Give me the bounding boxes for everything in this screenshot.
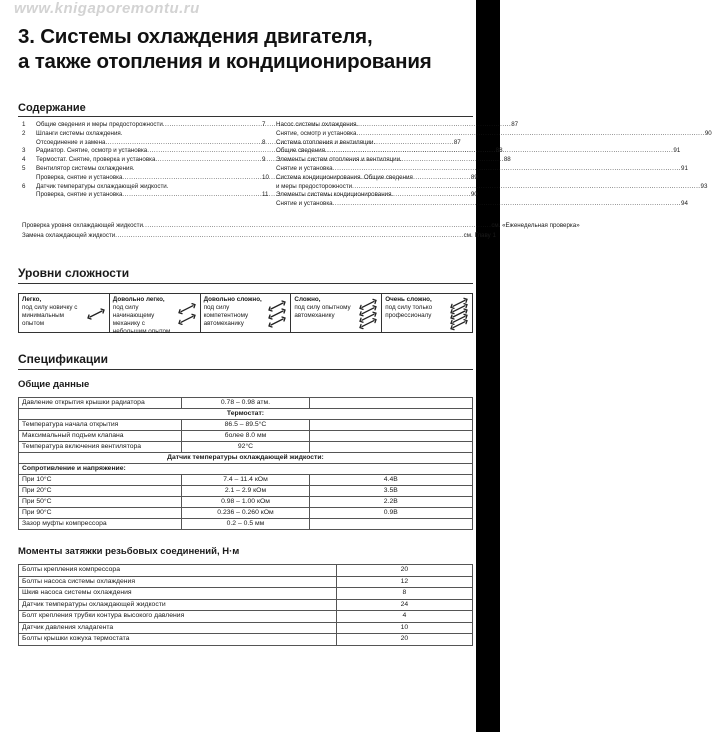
spec-empty-cell	[309, 420, 472, 431]
spec-empty-cell	[309, 519, 472, 530]
table-row	[19, 497, 473, 508]
toc-item-number: 11	[262, 191, 269, 199]
torque-heading: Моменты затяжки резьбовых соединений, Н·м	[18, 546, 240, 557]
table-row	[19, 464, 473, 475]
spec-label: Максимальный подъем клапана	[19, 431, 182, 442]
spec-label: При 20°C	[19, 486, 182, 497]
toc-line	[276, 165, 688, 174]
toc-reference-line	[22, 221, 580, 231]
torque-value: 20	[336, 634, 472, 646]
toc-line-text: Снятие, осмотр и установка	[276, 129, 357, 137]
torque-value: 24	[336, 599, 472, 611]
toc-line-text: Радиатор. Снятие, осмотр и установка	[36, 147, 148, 155]
difficulty-title: Довольно сложно,	[203, 296, 262, 303]
spec-value: 92°C	[182, 442, 309, 453]
torque-value: 10	[336, 622, 472, 634]
toc-item-body	[276, 121, 712, 139]
toc-line	[276, 183, 707, 192]
spec-voltage: 3.5В	[309, 486, 472, 497]
toc-line-text: Шланги системы охлаждения.	[36, 129, 123, 137]
difficulty-text: под силу новичку с минимальным опытом	[22, 304, 78, 327]
general-data-heading: Общие данные	[18, 379, 90, 390]
toc-leader-dots	[356, 130, 704, 139]
torque-label: Шкив насоса системы охлаждения	[19, 588, 337, 600]
difficulty-level	[19, 294, 110, 332]
spec-value: 0.78 – 0.98 атм.	[182, 398, 309, 409]
difficulty-text: под силу компетентному автомеханику	[203, 304, 249, 327]
toc-page-number: 88	[495, 147, 503, 155]
specs-divider	[18, 369, 473, 370]
difficulty-text: под силу опытному автомеханику	[294, 304, 351, 319]
toc-item-body	[276, 191, 688, 209]
toc-item-number: 9	[262, 156, 266, 164]
toc-line	[276, 130, 712, 139]
table-row	[19, 588, 473, 600]
toc-leader-dots	[115, 231, 463, 241]
torque-value: 20	[336, 565, 472, 577]
spec-value: более 8.0 мм	[182, 431, 309, 442]
difficulty-scale	[18, 293, 473, 333]
toc-line-text: Элементы систем отопления и вентиляции.	[276, 156, 402, 164]
toc-page-number: 89	[470, 173, 478, 181]
difficulty-description	[385, 296, 448, 332]
title-line-2: а также отопления и кондиционирования	[18, 50, 432, 73]
table-row	[19, 576, 473, 588]
toc-item-body	[276, 156, 688, 174]
toc-line	[276, 121, 712, 130]
difficulty-heading: Уровни сложности	[18, 266, 130, 280]
toc-leader-dots	[333, 200, 681, 209]
specs-heading: Спецификации	[18, 352, 109, 366]
wrench-icon	[176, 296, 198, 332]
sensor-subheading: Датчик температуры охлаждающей жидкости:	[19, 453, 473, 464]
toc-line	[276, 156, 688, 165]
toc-line-text: Снятие и установка	[276, 164, 333, 172]
resistance-subheading: Сопротивление и напряжение:	[19, 464, 473, 475]
toc-line-text: Вентилятор системы охлаждения.	[36, 164, 135, 172]
spec-label: Температура включения вентилятора	[19, 442, 182, 453]
wrench-icon	[266, 296, 288, 332]
toc-line-text: Отсоединение и замена	[36, 138, 106, 146]
difficulty-divider	[18, 283, 473, 284]
toc-item-body	[276, 174, 707, 192]
torque-value: 8	[336, 588, 472, 600]
toc-line	[276, 174, 707, 183]
toc-item	[262, 173, 708, 192]
toc-page-number: 91	[673, 147, 681, 155]
toc-line-text: Общие сведения	[276, 147, 325, 155]
watermark: www.knigaporemontu.ru	[14, 0, 200, 17]
toc-reference-target: см. «Еженедельная проверка»	[491, 222, 580, 229]
toc-item-number: 5	[22, 164, 26, 172]
toc-line-text: Проверка, снятие и установка	[36, 173, 123, 181]
toc-line	[276, 147, 680, 156]
toc-line-text: Насос системы охлаждения.	[276, 121, 359, 128]
toc-line-text: Термостат. Снятие, проверка и установка	[36, 156, 156, 164]
spec-label: При 90°C	[19, 508, 182, 519]
toc-extra-references	[22, 221, 580, 241]
table-row	[19, 508, 473, 519]
difficulty-title: Очень сложно,	[385, 296, 432, 303]
difficulty-title: Легко,	[22, 296, 42, 303]
toc-item-number: 2	[22, 129, 26, 137]
chapter-title	[18, 24, 468, 74]
thermostat-subheading: Термостат:	[19, 409, 473, 420]
page-edge-bar	[476, 0, 500, 732]
toc-line-text: Снятие и установка	[276, 200, 333, 208]
table-row	[19, 565, 473, 577]
spec-empty-cell	[309, 431, 472, 442]
table-row	[19, 611, 473, 623]
toc-page-number: 94	[681, 200, 688, 208]
spec-label: Температура начала открытия	[19, 420, 182, 431]
spec-label: При 10°C	[19, 475, 182, 486]
toc-heading: Содержание	[18, 102, 86, 114]
toc-page-number: 88	[503, 156, 511, 164]
difficulty-level	[201, 294, 292, 332]
toc-line-text: и меры предосторожности	[276, 182, 353, 190]
toc-line-text: Система отопления и вентиляции.	[276, 138, 376, 146]
spec-label: Зазор муфты компрессора	[19, 519, 182, 530]
toc-page-number: 91	[681, 164, 688, 172]
toc-line	[276, 200, 688, 209]
difficulty-description	[112, 296, 176, 335]
toc-item-number: 10	[262, 173, 269, 181]
toc-reference-line	[22, 231, 496, 241]
wrench-icon	[448, 296, 470, 332]
toc-item-number: 7	[262, 121, 266, 128]
toc-page-number: 87	[511, 121, 519, 128]
toc-page-number: 93	[700, 182, 708, 190]
table-row	[19, 398, 473, 409]
title-line-1: 3. Системы охлаждения двигателя,	[18, 25, 373, 48]
toc-line-text: Проверка уровня охлаждающей жидкости	[22, 222, 143, 229]
difficulty-level	[291, 294, 382, 332]
toc-page-number: 90	[704, 129, 712, 137]
toc-item-number: 3	[22, 147, 26, 155]
table-row	[19, 599, 473, 611]
difficulty-text: под силу начинающему механику с небольшим опытом	[112, 304, 171, 335]
table-row	[19, 409, 473, 420]
spec-value: 0.2 – 0.5 мм	[182, 519, 309, 530]
spec-value: 0.98 – 1.00 кОм	[182, 497, 309, 508]
toc-item-number: 6	[22, 182, 26, 190]
table-row	[19, 475, 473, 486]
toc-line-text: Общие сведения и меры предосторожности	[36, 121, 163, 128]
torque-label: Датчик давления хладагента	[19, 622, 337, 634]
difficulty-level	[110, 294, 201, 335]
torque-label: Болты насоса системы охлаждения	[19, 576, 337, 588]
toc-leader-dots	[333, 165, 681, 174]
torque-label: Датчик температуры охлаждающей жидкости	[19, 599, 337, 611]
difficulty-description	[204, 296, 267, 332]
toc-page-number: 87	[453, 138, 461, 146]
toc-item-number: 1	[22, 121, 26, 128]
spec-value: 86.5 – 89.5°C	[182, 420, 309, 431]
spec-voltage: 4.4В	[309, 475, 472, 486]
table-row	[19, 420, 473, 431]
toc-line	[276, 191, 688, 200]
table-row	[19, 519, 473, 530]
toc-item-number: 8	[262, 138, 266, 146]
spec-empty-cell	[309, 442, 472, 453]
difficulty-title: Сложно,	[294, 296, 321, 303]
difficulty-title: Довольно легко,	[112, 296, 165, 303]
toc-line-text: Элементы системы кондиционирования.	[276, 191, 394, 199]
toc-divider	[18, 116, 473, 117]
spec-value: 2.1 – 2.9 кОм	[182, 486, 309, 497]
torque-value: 12	[336, 576, 472, 588]
spec-label: При 50°C	[19, 497, 182, 508]
spec-voltage: 2.2В	[309, 497, 472, 508]
toc-leader-dots	[325, 147, 673, 156]
difficulty-description	[294, 296, 357, 332]
table-row	[19, 622, 473, 634]
table-row	[19, 431, 473, 442]
toc-item-number: 4	[22, 156, 26, 164]
spec-voltage: 0.9В	[309, 508, 472, 519]
spec-value: 7.4 – 11.4 кОм	[182, 475, 309, 486]
difficulty-description	[22, 296, 85, 332]
table-row	[19, 486, 473, 497]
torque-value: 4	[336, 611, 472, 623]
toc-line-text: Замена охлаждающей жидкости	[22, 232, 116, 239]
torque-label: Болты крепления компрессора	[19, 565, 337, 577]
table-row	[19, 442, 473, 453]
toc-line-text: Датчик температуры охлаждающей жидкости.	[36, 182, 169, 190]
toc-line-text: Проверка, снятие и установка	[36, 191, 123, 199]
torque-label: Болт крепления трубки контура высокого давления	[19, 611, 337, 623]
spec-empty-cell	[309, 398, 472, 409]
general-data-table	[18, 397, 473, 530]
toc-leader-dots	[143, 221, 491, 231]
toc-item-body	[276, 139, 680, 157]
table-row	[19, 634, 473, 646]
difficulty-text: под силу только профессионалу	[385, 304, 433, 319]
toc-leader-dots	[352, 183, 700, 192]
spec-label: Давление открытия крышки радиатора	[19, 398, 182, 409]
toc-reference-target: см. Главу 1	[463, 232, 496, 239]
torque-table	[18, 564, 473, 646]
toc-item	[262, 191, 688, 209]
toc-line	[276, 139, 680, 148]
toc-line-text: Система кондиционирования. Общие сведения	[276, 173, 413, 181]
wrench-icon	[85, 296, 107, 332]
spec-value: 0.236 – 0.260 кОм	[182, 508, 309, 519]
table-row	[19, 453, 473, 464]
difficulty-level	[382, 294, 472, 332]
torque-label: Болты крышки кожуха термостата	[19, 634, 337, 646]
wrench-icon	[357, 296, 379, 332]
toc-page-number: 90	[470, 191, 478, 199]
